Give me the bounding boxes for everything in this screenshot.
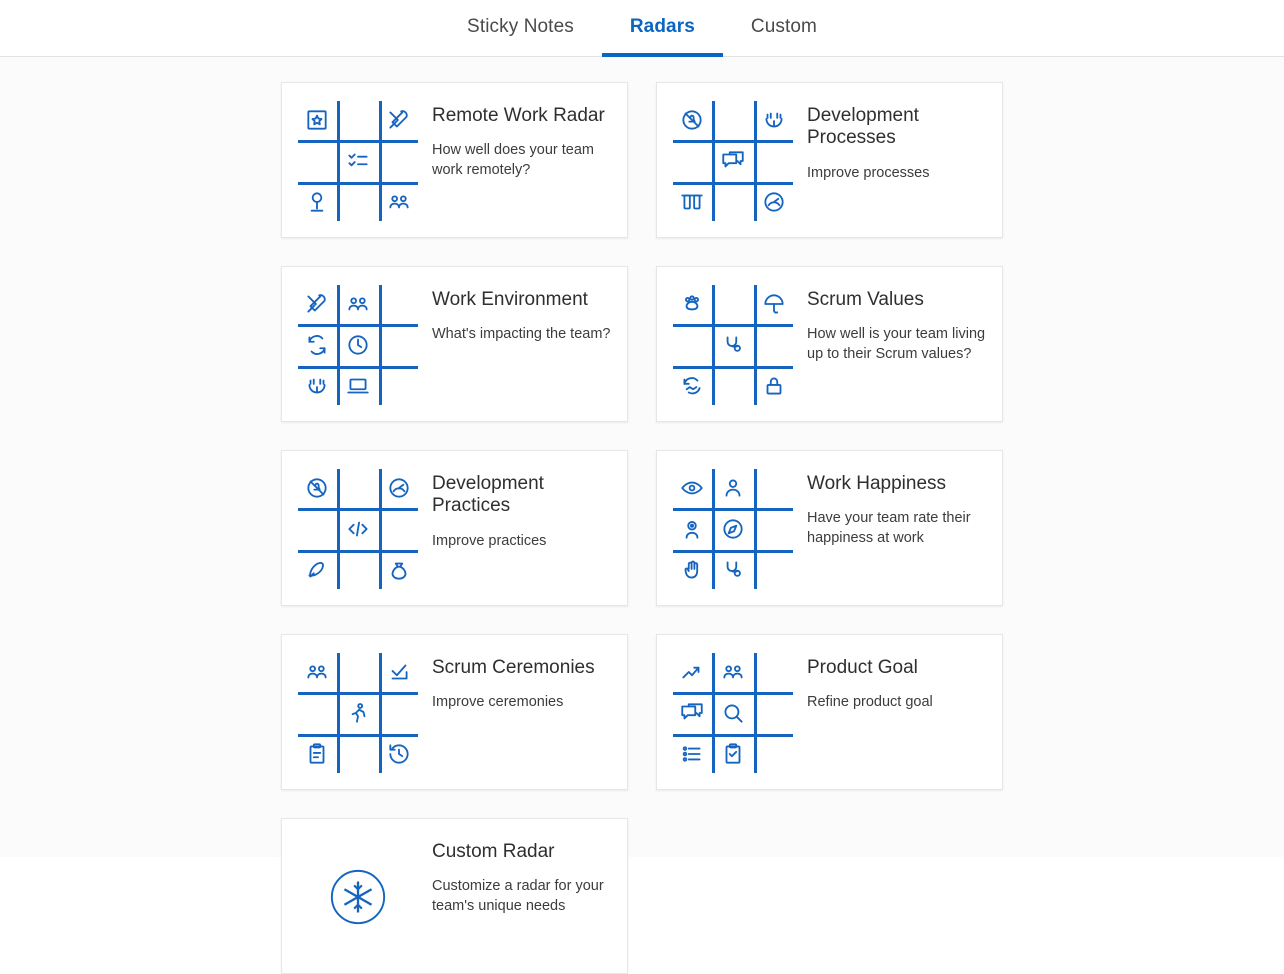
handshake-people-icon bbox=[303, 372, 331, 400]
tools-icon bbox=[385, 106, 413, 134]
radar-card-description: What's impacting the team? bbox=[432, 326, 611, 343]
radar-thumbnail bbox=[671, 99, 795, 223]
lock-icon bbox=[760, 372, 788, 400]
check-badge-icon bbox=[385, 658, 413, 686]
radar-card-description: Improve processes bbox=[807, 164, 930, 181]
radar-thumbnail bbox=[296, 467, 420, 591]
tab-custom[interactable] bbox=[723, 0, 845, 57]
no-bell-icon bbox=[303, 474, 331, 502]
radar-card-scrum-ceremonies[interactable] bbox=[281, 634, 628, 790]
radar-list bbox=[0, 57, 1284, 914]
laptop-icon bbox=[344, 372, 372, 400]
radar-card-description: Improve practices bbox=[432, 532, 547, 549]
radar-card-scrum-values[interactable] bbox=[656, 266, 1003, 422]
refresh-cycle-icon bbox=[303, 331, 331, 359]
radar-thumbnail bbox=[671, 467, 795, 591]
tab-sticky-notes[interactable] bbox=[439, 0, 602, 57]
radar-card-custom[interactable] bbox=[281, 818, 628, 974]
radar-thumbnail bbox=[296, 99, 420, 223]
speedometer-icon bbox=[760, 188, 788, 216]
speedometer-icon bbox=[385, 474, 413, 502]
radar-card-title: Product Goal bbox=[807, 657, 918, 678]
people-group-icon bbox=[303, 658, 331, 686]
snowflake-circle-icon bbox=[296, 835, 420, 959]
clipboard-icon bbox=[303, 740, 331, 768]
tab-label: Radars bbox=[629, 15, 695, 37]
eye-icon bbox=[678, 474, 706, 502]
radar-card-title: Work Happiness bbox=[807, 473, 947, 494]
people-group-icon bbox=[344, 290, 372, 318]
radar-card-title: Custom Radar bbox=[432, 841, 555, 862]
tab-radars[interactable] bbox=[602, 0, 723, 57]
target-person-icon bbox=[678, 515, 706, 543]
radar-card-title: Scrum Values bbox=[807, 289, 924, 310]
radar-thumbnail bbox=[296, 651, 420, 775]
paw-heart-icon bbox=[678, 290, 706, 318]
tab-label: Custom bbox=[750, 15, 817, 37]
radar-card-development-processes[interactable] bbox=[656, 82, 1003, 238]
raised-hand-icon bbox=[678, 556, 706, 584]
radar-card-title: Development Practices bbox=[432, 473, 544, 517]
handshake-cycle-icon bbox=[678, 372, 706, 400]
people-group-icon bbox=[385, 188, 413, 216]
radar-grid bbox=[281, 82, 1003, 974]
trend-chart-icon bbox=[678, 658, 706, 686]
list-icon bbox=[678, 740, 706, 768]
chat-bubbles-icon bbox=[719, 147, 747, 175]
radar-card-description: Improve ceremonies bbox=[432, 694, 564, 711]
tools-icon bbox=[303, 290, 331, 318]
radar-card-title: Remote Work Radar bbox=[432, 105, 605, 126]
radar-card-work-happiness[interactable] bbox=[656, 450, 1003, 606]
radar-card-title: Work Environment bbox=[432, 289, 588, 310]
running-person-icon bbox=[344, 699, 372, 727]
compass-icon bbox=[719, 515, 747, 543]
search-icon bbox=[719, 699, 747, 727]
badge-star-icon bbox=[303, 106, 331, 134]
radar-card-description: How well does your team work remotely? bbox=[432, 142, 594, 178]
desk-lamp-icon bbox=[303, 188, 331, 216]
code-brackets-icon bbox=[344, 515, 372, 543]
radar-card-development-practices[interactable] bbox=[281, 450, 628, 606]
radar-card-title: Scrum Ceremonies bbox=[432, 657, 595, 678]
radar-card-title: Development Processes bbox=[807, 105, 919, 149]
radar-card-description: How well is your team living up to their Scrum values? bbox=[807, 326, 986, 362]
tab-bar bbox=[0, 0, 1284, 57]
radar-thumbnail bbox=[296, 283, 420, 407]
radar-thumbnail bbox=[671, 651, 795, 775]
radar-card-description: Customize a radar for your team's unique needs bbox=[432, 878, 604, 914]
tab-label: Sticky Notes bbox=[467, 15, 574, 37]
radar-card-remote-work[interactable] bbox=[281, 82, 628, 238]
radar-thumbnail bbox=[671, 283, 795, 407]
history-clock-icon bbox=[385, 740, 413, 768]
people-group-icon bbox=[719, 658, 747, 686]
stethoscope-icon bbox=[719, 556, 747, 584]
radar-card-description: Refine product goal bbox=[807, 694, 933, 711]
clock-icon bbox=[344, 331, 372, 359]
handshake-people-icon bbox=[760, 106, 788, 134]
clipboard-check-icon bbox=[719, 740, 747, 768]
rocket-icon bbox=[303, 556, 331, 584]
umbrella-icon bbox=[760, 290, 788, 318]
pillars-icon bbox=[678, 188, 706, 216]
stethoscope-icon bbox=[719, 331, 747, 359]
person-icon bbox=[719, 474, 747, 502]
no-bell-icon bbox=[678, 106, 706, 134]
radar-card-description: Have your team rate their happiness at work bbox=[807, 510, 971, 546]
checklist-icon bbox=[344, 147, 372, 175]
chat-bubbles-icon bbox=[678, 699, 706, 727]
radar-card-product-goal[interactable] bbox=[656, 634, 1003, 790]
radar-card-work-environment[interactable] bbox=[281, 266, 628, 422]
money-bag-icon bbox=[385, 556, 413, 584]
